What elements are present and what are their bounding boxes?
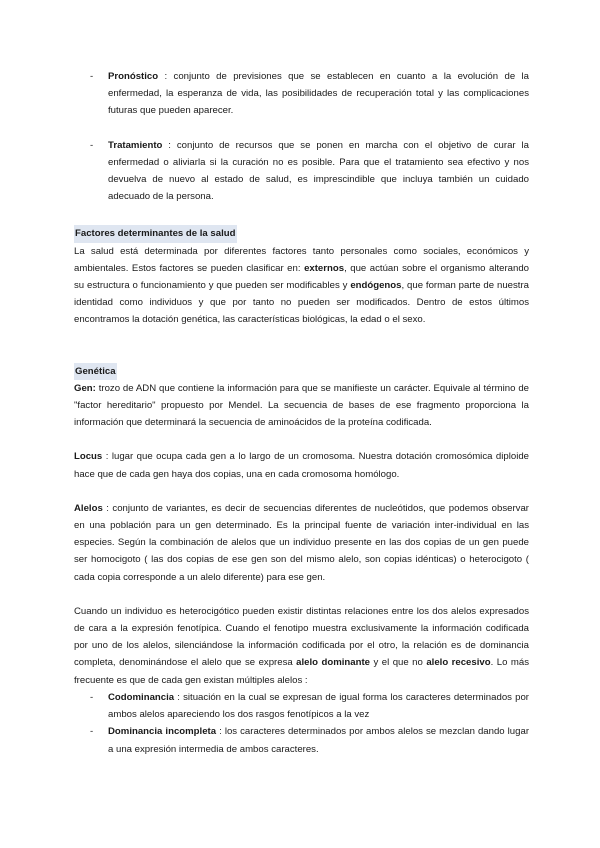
dominancia-incompleta-term: Dominancia incompleta: [108, 726, 217, 738]
factores-paragraph: La salud está determinada por diferentes factores tanto personales como sociales, económicos y ambientales. Estos factores se pueden clasificar en: externos, que actúan sobre el organismo alterando su estructura o funcionamiento y que pueden ser modificables y endógenos, que forman parte de nuestra identidad como individuos y que por tanto no pueden ser modificados. Dentro de estos últimos encontramos la dotación genética, las características biológicas, la edad o el sexo.: [74, 245, 530, 326]
list-item-dominancia-incompleta: - Dominancia incompleta : los caracteres determinados por ambos alelos se mezclan dando lugar a una expresión intermedia de ambos caracteres.: [74, 723, 529, 757]
locus-paragraph: Locus : lugar que ocupa cada gen a lo largo de un cromosoma. Nuestra dotación cromosómica diploide hace que de cada gen haya dos copias, una en cada cromosoma homólogo.: [74, 451, 529, 480]
bullet-dash: -: [90, 71, 94, 82]
bullet-dash: -: [90, 691, 94, 703]
bullet-dash: -: [90, 139, 94, 151]
bullet-dash: -: [90, 726, 94, 738]
heterocigotico-paragraph: Cuando un individuo es heterocigótico pueden existir distintas relaciones entre los dos alelos expresados de cara a la expresión fenotípica. Cuando el fenotipo muestra exclusivamente la información codificada por uno de los alelos, silenciándose la información codificada por el otro, la relación es de dominancia completa, denominándose el alelo que se expresa alelo dominante y el que no alelo recesivo. Lo más frecuente es que de cada gen existan múltiples alelos :: [74, 605, 529, 686]
gen-paragraph: Gen: trozo de ADN que contiene la información para que se manifieste un carácter. Equivale al término de "factor hereditario" propuesto por Mendel. La secuencia de bases de ese fragmento proporciona la información que determinará la secuencia de aminoácidos de la proteína codificada.: [74, 382, 529, 429]
pronostico-term: Pronóstico: [108, 71, 159, 82]
section-heading-factores: Factores determinantes de la salud: [74, 225, 529, 242]
dominance-list: [74, 689, 529, 758]
gen-term: Gen:: [74, 382, 96, 394]
locus-term: Locus: [74, 451, 103, 463]
tratamiento-term: Tratamiento: [108, 139, 163, 151]
document-body: [74, 68, 529, 758]
tratamiento-text: Tratamiento : conjunto de recursos que se ponen en marcha con el objetivo de curar la enfermedad o aliviarla si la curación no es posible. Para que el tratamiento sea efectivo y nos devuelva de nuevo al estado de salud, es imprescindible que incluya también un cuidado adecuado de la persona.: [108, 139, 529, 203]
list-item-codominancia: - Codominancia : situación en la cual se expresan de igual forma los caracteres determinados por ambos alelos apareciendo los dos rasgos fenotípicos a la vez: [74, 689, 529, 723]
alelos-term: Alelos: [74, 502, 103, 514]
alelos-paragraph: Alelos : conjunto de variantes, es decir de secuencias diferentes de nucleótidos, que podemos observar en una población para un gen determinado. Es la principal fuente de variación inter-individual en las especies. Según la combinación de alelos que un individuo presente en las dos copias de un gen puede ser homocigoto ( las dos copias de ese gen son del mismo alelo, son copias idénticas) o heterocigoto ( cada copia corresponde a un alelo diferente) para ese gen.: [74, 502, 529, 583]
list-item-pronostico: [74, 68, 529, 120]
pronostico-text: Pronóstico : conjunto de previsiones que se establecen en cuanto a la evolución de la enfermedad, la esperanza de vida, las posibilidades de recuperación total y las complicaciones futuras que pueden aparecer.: [108, 71, 529, 117]
section-heading-genetica: Genética: [74, 363, 529, 380]
codominancia-term: Codominancia: [108, 691, 175, 703]
list-item-tratamiento: [74, 137, 529, 206]
